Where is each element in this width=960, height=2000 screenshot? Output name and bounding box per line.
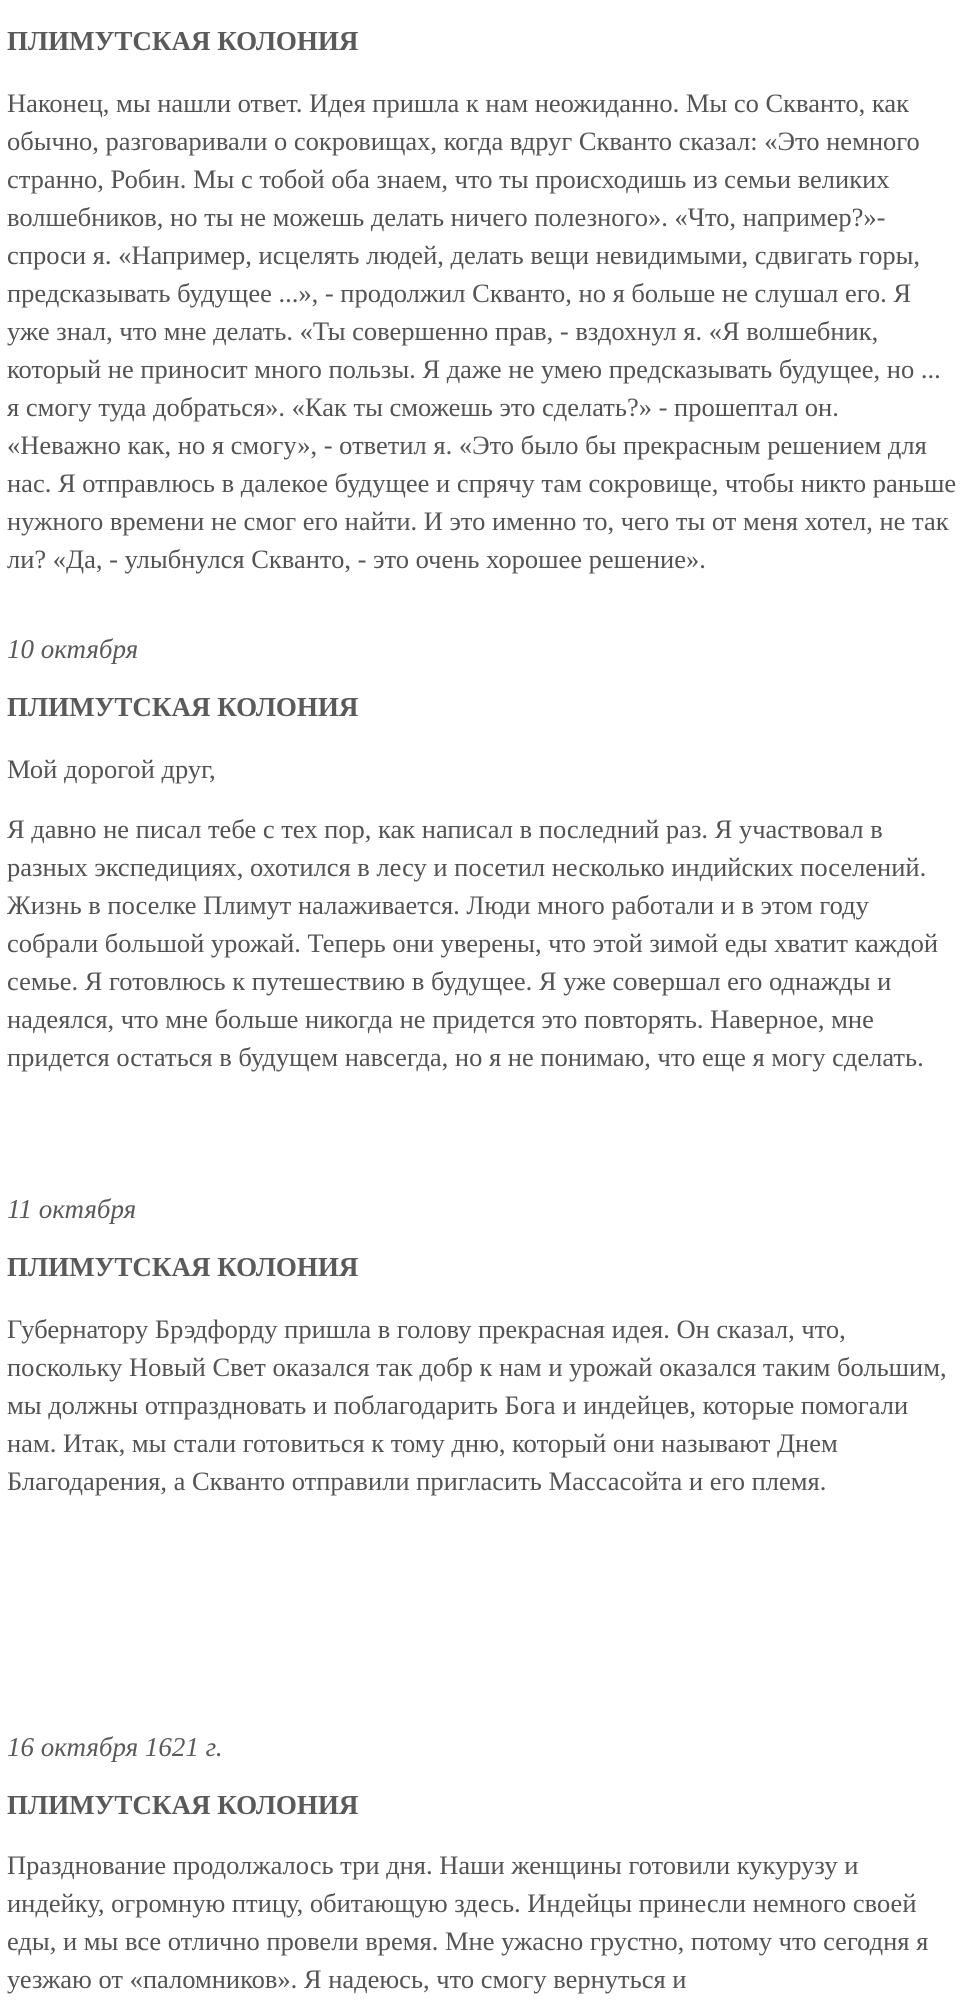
section-heading: ПЛИМУТСКАЯ КОЛОНИЯ	[7, 692, 359, 722]
section-paragraph: Наконец, мы нашли ответ. Идея пришла к нам неожиданно. Мы со Скванто, как обычно, разговаривали о сокровищах, когда вдруг Скванто сказал: «Это немного странно, Робин. Мы с тобой оба знаем, что ты происходишь из семьи великих волшебников, но ты не можешь делать ничего полезного». «Что, например?»-спроси я. «Например, исцелять людей, делать вещи невидимыми, сдвигать горы, предсказывать будущее ...», - продолжил Скванто, но я больше не слушал его. Я уже знал, что мне делать. «Ты совершенно прав, - вздохнул я. «Я волшебник, который не приносит много пользы. Я даже не умею предсказывать будущее, но ... я смогу туда добраться». «Как ты сможешь это сделать?» - прошептал он. «Неважно как, но я смогу», - ответил я. «Это было бы прекрасным решением для нас. Я отправлюсь в далекое будущее и спрячу там сокровище, чтобы никто раньше нужного времени не смог его найти. И это именно то, чего ты от меня хотел, не так ли? «Да, - улыбнулся Скванто, - это очень хорошее решение».	[7, 88, 957, 574]
entry-date: 16 октября 1621 г.	[7, 1732, 223, 1762]
section-heading: ПЛИМУТСКАЯ КОЛОНИЯ	[7, 26, 359, 56]
section-heading: ПЛИМУТСКАЯ КОЛОНИЯ	[7, 1252, 359, 1282]
section-heading: ПЛИМУТСКАЯ КОЛОНИЯ	[7, 1790, 359, 1820]
section-paragraph: Я давно не писал тебе с тех пор, как написал в последний раз. Я участвовал в разных экспедициях, охотился в лесу и посетил несколько индийских поселений. Жизнь в поселке Плимут налаживается. Люди много работали и в этом году собрали большой урожай. Теперь они уверены, что этой зимой еды хватит каждой семье. Я готовлюсь к путешествию в будущее. Я уже совершал его однажды и надеялся, что мне больше никогда не придется это повторять. Наверное, мне придется остаться в будущем навсегда, но я не понимаю, что еще я могу сделать.	[7, 814, 939, 1072]
letter-greeting: Мой дорогой друг,	[7, 754, 216, 784]
section-paragraph: Празднование продолжалось три дня. Наши женщины готовили кукурузу и индейку, огромную птицу, обитающую здесь. Индейцы принесли немного своей еды, и мы все отлично провели время. Мне ужасно грустно, потому что сегодня я уезжаю от «паломников». Я надеюсь, что смогу вернуться и	[7, 1850, 929, 1994]
entry-date: 11 октября	[7, 1194, 137, 1224]
entry-date: 10 октября	[7, 634, 139, 664]
section-paragraph: Губернатору Брэдфорду пришла в голову прекрасная идея. Он сказал, что, поскольку Новый Свет оказался так добр к нам и урожай оказался таким большим, мы должны отпраздновать и поблагодарить Бога и индейцев, которые помогали нам. Итак, мы стали готовиться к тому дню, который они называют Днем Благодарения, а Скванто отправили пригласить Массасойта и его племя.	[7, 1314, 947, 1496]
